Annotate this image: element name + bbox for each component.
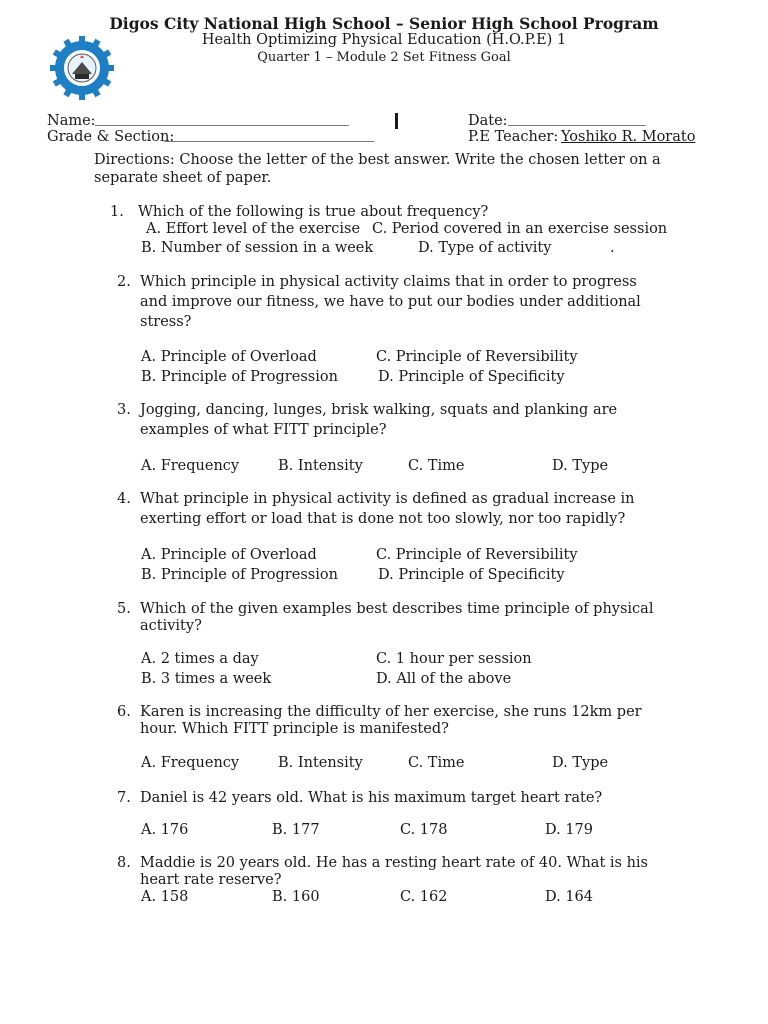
option-c: C. 1 hour per session	[376, 651, 532, 667]
option-d: D. 179	[545, 822, 594, 838]
option-d: D. Type of activity	[418, 240, 552, 256]
subject-title: Health Optimizing Physical Education (H.O.P.E) 1	[201, 32, 567, 48]
question-number: 3.	[117, 402, 131, 418]
question-stem-line: hour. Which FITT principle is manifested?	[140, 721, 449, 737]
option-a: A. Principle of Overload	[141, 349, 317, 365]
teacher-name: Yoshiko R. Morato	[561, 129, 696, 145]
directions-line-1: Directions: Choose the letter of the best answer. Write the chosen letter on a	[94, 152, 661, 168]
question-stem-line: Maddie is 20 years old. He has a resting heart rate of 40. What is his	[140, 855, 648, 871]
name-label: Name:	[47, 113, 96, 129]
question-stem-line: Jogging, dancing, lunges, brisk walking, squats and planking are	[140, 402, 618, 418]
question-stem-line: Daniel is 42 years old. What is his maximum target heart rate?	[140, 790, 603, 806]
option-c: C. Time	[408, 755, 465, 771]
option-b: B. Principle of Progression	[141, 369, 338, 385]
option-a: A. Effort level of the exercise	[146, 221, 361, 237]
question-stem: Which of the following is true about frequency?	[138, 204, 489, 220]
option-b: B. 160	[272, 889, 320, 905]
question-stem-line: What principle in physical activity is defined as gradual increase in	[140, 491, 635, 507]
question-stem-line: Which principle in physical activity claims that in order to progress	[140, 274, 637, 290]
question-stem-line: Which of the given examples best describes time principle of physical	[140, 601, 654, 617]
option-a: A. 176	[141, 822, 189, 838]
name-line[interactable]: ___________________________________	[95, 110, 349, 126]
option-a: A. 2 times a day	[141, 651, 259, 667]
option-d: D. Principle of Specificity	[378, 369, 565, 385]
option-b: B. Principle of Progression	[141, 567, 338, 583]
option-d: D. Principle of Specificity	[378, 567, 565, 583]
option-c: C. 162	[400, 889, 448, 905]
school-title: Digos City National High School – Senior High School Program	[109, 14, 659, 33]
question-number: 7.	[117, 790, 131, 806]
option-a: A. Principle of Overload	[141, 547, 317, 563]
option-b: B. Intensity	[278, 755, 363, 771]
question-number: 8.	[117, 855, 131, 871]
grade-section-line[interactable]: _____________________________	[164, 126, 375, 142]
question-stem-line: exerting effort or load that is done not too slowly, nor too rapidly?	[140, 511, 626, 527]
question-stem-line: activity?	[140, 618, 202, 634]
option-d: D. 164	[545, 889, 594, 905]
option-c: C. 178	[400, 822, 448, 838]
question-stem-line: stress?	[140, 314, 192, 330]
option-c: C. Time	[408, 458, 465, 474]
question-stem-line: examples of what FITT principle?	[140, 422, 387, 438]
option-c: C. Principle of Reversibility	[376, 547, 578, 563]
question-stem-line: heart rate reserve?	[140, 872, 282, 888]
option-a: A. Frequency	[141, 458, 240, 474]
date-line[interactable]: ___________________	[508, 110, 646, 126]
question-number: 2.	[117, 274, 131, 290]
question-number: 4.	[117, 491, 131, 507]
question-number: 5.	[117, 601, 131, 617]
option-d: D. Type	[552, 458, 609, 474]
question-stem-line: Karen is increasing the difficulty of her exercise, she runs 12km per	[140, 704, 642, 720]
question-number: 1.	[110, 204, 124, 220]
teacher-label: P.E Teacher:	[468, 129, 559, 145]
option-d: D. All of the above	[376, 671, 512, 687]
directions-line-2: separate sheet of paper.	[94, 170, 272, 186]
option-b: B. 3 times a week	[141, 671, 272, 687]
text-cursor	[395, 113, 398, 129]
option-b: B. Number of session in a week	[141, 240, 374, 256]
module-title: Quarter 1 – Module 2 Set Fitness Goal	[257, 50, 511, 65]
date-label: Date:	[468, 113, 508, 129]
stray-period: .	[610, 240, 615, 256]
option-a: A. Frequency	[141, 755, 240, 771]
question-stem-line: and improve our fitness, we have to put our bodies under additional	[140, 294, 641, 310]
option-c: C. Principle of Reversibility	[376, 349, 578, 365]
option-b: B. Intensity	[278, 458, 363, 474]
question-number: 6.	[117, 704, 131, 720]
option-d: D. Type	[552, 755, 609, 771]
option-a: A. 158	[141, 889, 189, 905]
option-c: C. Period covered in an exercise session	[372, 221, 668, 237]
grade-section-label: Grade & Section:	[47, 129, 175, 145]
option-b: B. 177	[272, 822, 320, 838]
